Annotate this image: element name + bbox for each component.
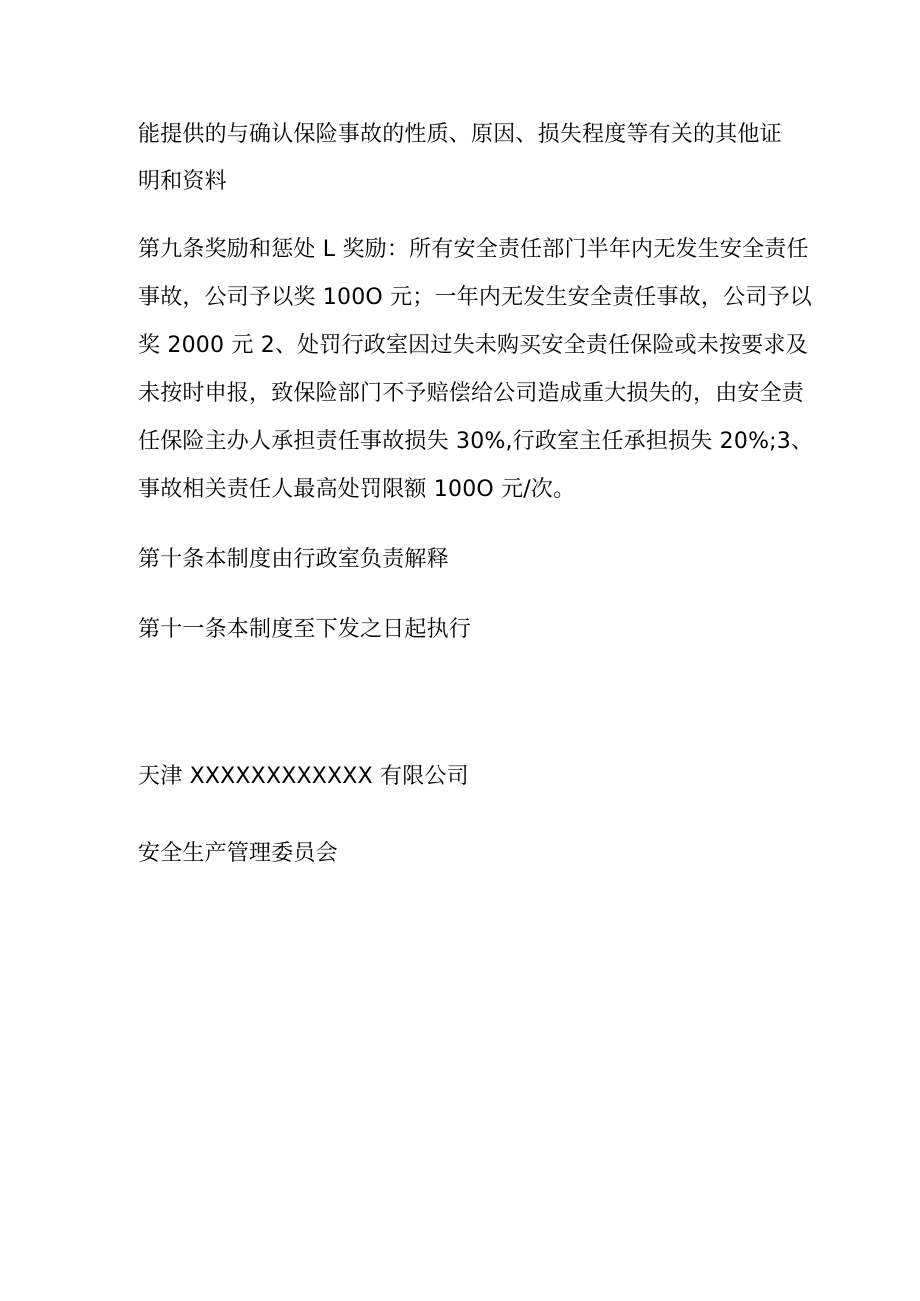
signature-committee [138,843,798,865]
paragraph-line: 任保险主办人承担责任事故损失 30%,行政室主任承担损失 20%;3、 [138,429,814,454]
article-9-paragraph [138,237,814,502]
paragraph-line: 未按时申报，致保险部门不予赔偿给公司造成重大损失的，由安全责 [138,381,805,406]
company-name: 天津 XXXXXXXXXXXX 有限公司 [138,764,469,789]
committee-name: 安全生产管理委员会 [138,841,338,866]
paragraph-line: 第十一条本制度至下发之日起执行 [138,617,472,642]
paragraph-line: 明和资料 [138,169,227,194]
paragraph-line: 能提供的与确认保险事故的性质、原因、损失程度等有关的其他证 [138,122,782,147]
paragraph-line: 奖 2000 元 2、处罚行政室因过失未购买安全责任保险或未按要求及 [138,333,808,358]
paragraph-line: 事故，公司予以奖 100O 元；一年内无发生安全责任事故，公司予以 [138,285,812,310]
paragraph-line: 事故相关责任人最高处罚限额 100O 元/次。 [138,477,576,502]
paragraph-line: 第十条本制度由行政室负责解释 [138,547,449,572]
signature-company [138,766,798,788]
article-11-paragraph [138,619,798,641]
paragraph-line: 第九条奖励和惩处 L 奖励：所有安全责任部门半年内无发生安全责任 [138,237,809,262]
article-10-paragraph [138,549,798,571]
intro-paragraph [138,124,798,193]
